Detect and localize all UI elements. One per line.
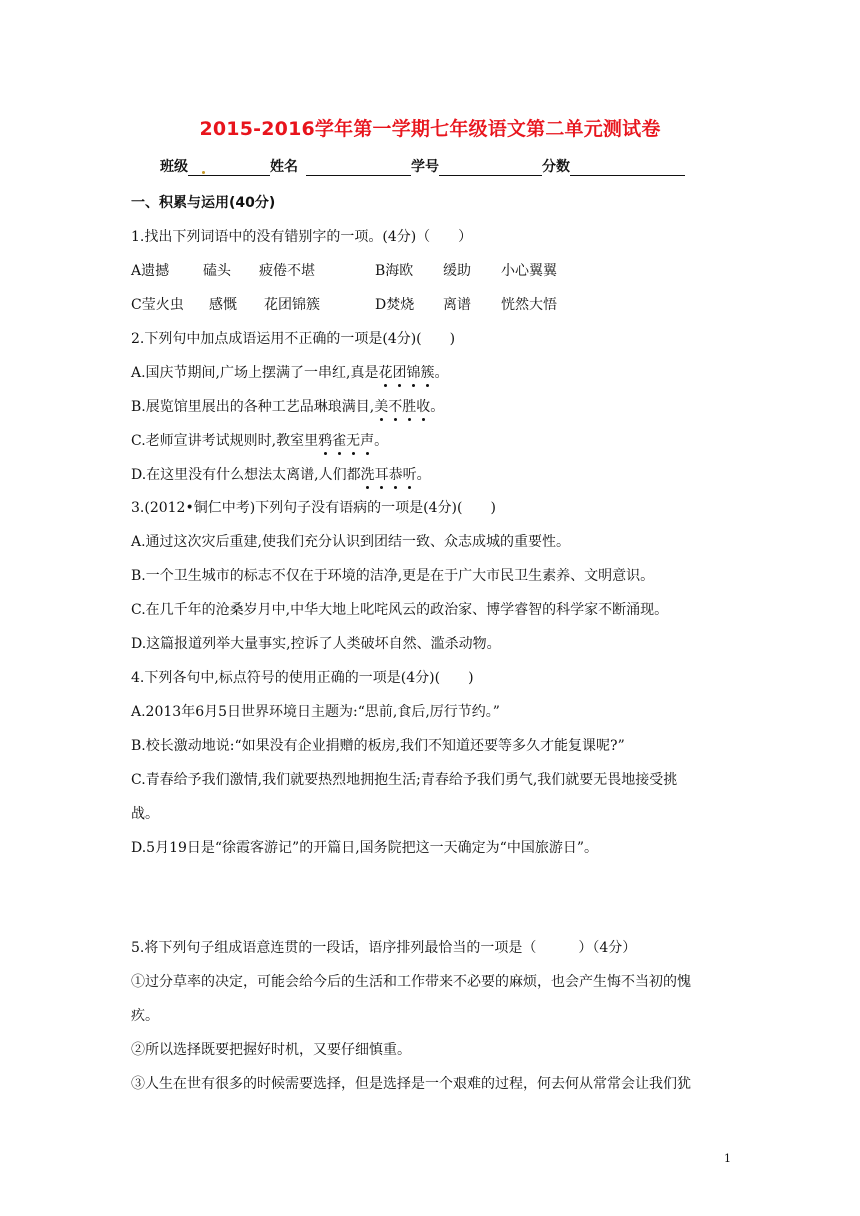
dotted-char: 不 [388,396,402,416]
option-a-word-1: A遗撼 [131,263,170,279]
page-number: 1 [724,1152,731,1165]
question-3-option-c: C.在几千年的沧桑岁月中,中华大地上叱咤风云的政治家、博学睿智的科学家不断涌现。 [131,602,669,618]
dotted-char: 声 [360,430,374,450]
option-text: B.展览馆里展出的各种工艺品琳琅满目, [131,399,375,415]
question-2-option-d [131,464,431,484]
name-label: 姓名 [270,159,298,175]
option-b-word-2: 缓助 [443,263,471,279]
option-text: A.国庆节期间,广场上摆满了一串红,真是 [131,365,379,381]
section-heading: 一、积累与运用(40分) [131,195,276,211]
question-4-option-a: A.2013年6月5日世界环境日主题为:“思前,食后,厉行节约。” [131,704,500,720]
option-c-word-1: C莹火虫 [131,297,184,313]
question-5-sentence-1-line-1: ①过分草率的决定，可能会给今后的生活和工作带来不必要的麻烦，也会产生悔不当初的愧 [131,974,691,990]
dotted-char: 美 [374,396,388,416]
question-5-sentence-2: ②所以选择既要把握好时机，又要仔细慎重。 [131,1042,411,1058]
question-3-option-d: D.这篇报道列举大量事实,控诉了人类破坏自然、滥杀动物。 [131,636,501,652]
dotted-char: 无 [346,430,360,450]
question-4-option-b: B.校长激动地说:“如果没有企业捐赠的板房,我们不知道还要等多久才能复课呢?” [131,738,625,754]
option-text-end: 。 [434,365,449,381]
stray-dot [202,171,205,174]
dotted-char: 雀 [332,430,346,450]
question-5-sentence-1-line-2: 疚。 [131,1008,159,1024]
question-5-stem: 5.将下列句子组成语意连贯的一段话，语序排列最恰当的一项是（ ）（4分） [131,940,637,956]
option-b-word-3: 小心翼翼 [501,263,557,279]
question-1-options-cd [131,294,557,314]
page-title: 2015-2016学年第一学期七年级语文第二单元测试卷 [199,118,661,140]
option-d-word-3: 恍然大悟 [501,297,557,313]
dotted-char: 锦 [406,362,420,382]
dotted-char: 耳 [375,464,389,484]
option-c-word-3: 花团锦簇 [264,297,320,313]
option-a-word-3: 疲倦不堪 [259,263,315,279]
number-blank[interactable] [439,159,542,176]
question-1-options-ab [131,260,557,280]
option-b-word-1: B海欧 [375,263,414,279]
question-4-option-c-line-1: C.青春给予我们激情,我们就要热烈地拥抱生活;青春给予我们勇气,我们就要无畏地接受挑 [131,772,678,788]
question-5-sentence-3: ③人生在世有很多的时候需要选择，但是选择是一个艰难的过程，何去何从常常会让我们犹 [131,1076,691,1092]
class-blank[interactable] [188,159,270,176]
question-4-option-d: D.5月19日是“徐霞客游记”的开篇日,国务院把这一天确定为“中国旅游日”。 [131,840,598,856]
question-2-option-a [131,362,448,382]
option-d-word-2: 离谱 [443,297,471,313]
dotted-char: 团 [392,362,406,382]
option-text-end: 。 [416,467,431,483]
option-text: C.老师宣讲考试规则时,教室里 [131,433,319,449]
question-3-stem: 3.(2012•铜仁中考)下列句子没有语病的一项是(4分)( ) [131,500,496,516]
option-text-end: 。 [374,433,389,449]
question-3-option-a: A.通过这次灾后重建,使我们充分认识到团结一致、众志成城的重要性。 [131,534,571,550]
option-a-word-2: 磕头 [203,263,231,279]
number-label: 学号 [411,159,439,175]
option-c-word-2: 感慨 [209,297,237,313]
dotted-char: 胜 [402,396,416,416]
dotted-char: 花 [378,362,392,382]
option-text: D.在这里没有什么想法太离谱,人们都 [131,467,361,483]
question-4-stem: 4.下列各句中,标点符号的使用正确的一项是(4分)( ) [131,670,474,686]
dotted-char: 簇 [420,362,434,382]
dotted-char: 鸦 [318,430,332,450]
dotted-char: 听 [403,464,417,484]
question-2-option-c [131,430,388,450]
question-2-stem: 2.下列句中加点成语运用不正确的一项是(4分)( ) [131,331,456,347]
question-2-option-b [131,396,444,416]
question-1-stem: 1.找出下列词语中的没有错别字的一项。(4分)（ ） [131,229,473,245]
question-3-option-b: B.一个卫生城市的标志不仅在于环境的洁净,更是在于广大市民卫生素养、文明意识。 [131,568,655,584]
question-4-option-c-line-2: 战。 [131,806,159,822]
option-d-word-1: D焚烧 [375,297,415,313]
option-text-end: 。 [430,399,445,415]
class-label: 班级 [160,159,188,175]
student-info-row [160,156,685,176]
dotted-char: 恭 [389,464,403,484]
name-blank[interactable] [306,159,411,176]
dotted-char: 洗 [361,464,375,484]
score-blank[interactable] [570,159,685,176]
dotted-char: 收 [416,396,430,416]
score-label: 分数 [542,159,570,175]
